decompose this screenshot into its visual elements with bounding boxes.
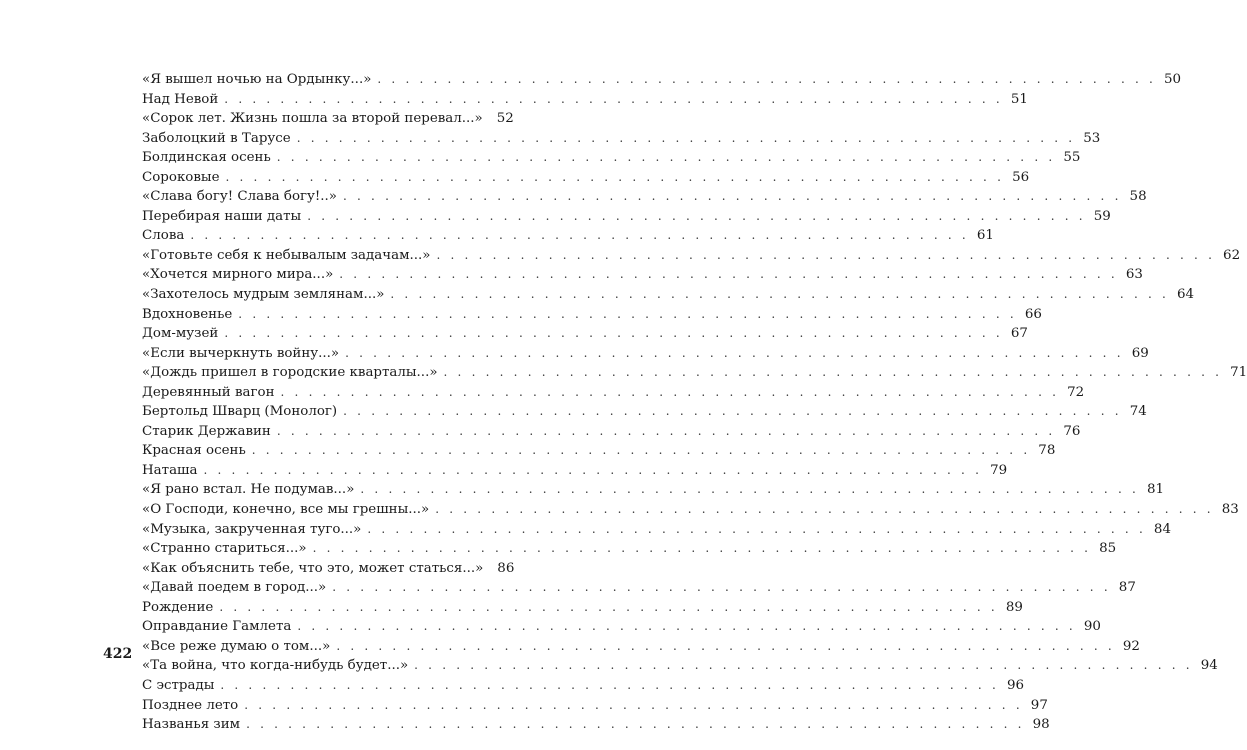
toc-entry-page: 90 [1083,619,1101,635]
toc-entry-page: 78 [1038,443,1056,459]
toc-entry-page: 71 [1230,365,1247,381]
toc-dot-leader: . . . . . . . . . . . . . . . . . . . . . . . . . . . . . . . . . . . . . . . . . . . . . . . . . . . . . . . . [377,72,1157,86]
toc-entry-title: «Дождь пришел в городские кварталы...» [142,365,438,381]
toc-entry-page: 61 [976,228,994,244]
toc-entry-title: Бертольд Шварц (Монолог) [142,404,338,420]
toc-dot-leader: . . . . . . . . . . . . . . . . . . . . . . . . . . . . . . . . . . . . . . . . . . . . . . . . . . . . . . . . [414,658,1193,673]
toc-entry-title: Красная осень [142,443,246,459]
toc-entry [142,305,1042,325]
toc-entry [142,578,1136,598]
toc-entry [142,70,1182,90]
toc-entry-title: Оправдание Гамлета [142,619,292,635]
toc-entry [142,520,1171,540]
toc-dot-leader: . . . . . . . . . . . . . . . . . . . . . . . . . . . . . . . . . . . . . . . . . . . . . . . . . . . . . . . . [307,208,1086,223]
toc-entry-title: Старик Державин [142,423,271,439]
toc-entry [142,265,1143,285]
toc-dot-leader: . . . . . . . . . . . . . . . . . . . . . . . . . . . . . . . . . . . . . . . . . . . . . . . . . . . . . . . . [367,521,1146,536]
toc-entry-page: 69 [1131,345,1149,361]
toc-entry-title: Названья зим [142,717,241,733]
toc-dot-leader: . . . . . . . . . . . . . . . . . . . . . . . . . . . . . . . . . . . . . . . . . . . . . . . . . . . . . . . . [345,345,1124,360]
toc-entry-page: 89 [1005,599,1023,615]
toc-entry-page: 67 [1010,326,1028,342]
toc-entry [142,676,1024,696]
toc-dot-leader: . . . . . . . . . . . . . . . . . . . . . . . . . . . . . . . . . . . . . . . . . . . . . . . . . . . . . . . . [339,267,1118,282]
toc-entry-title: Рождение [142,599,214,615]
toc-entry-title: С эстрады [142,677,215,693]
toc-entry [142,539,1117,559]
toc-entry-title: Над Невой [142,91,219,107]
toc-dot-leader: . . . . . . . . . . . . . . . . . . . . . . . . . . . . . . . . . . . . . . . . . . . . . . . . . . . . . . . . [296,130,1076,145]
toc-entry-page: 97 [1030,697,1048,713]
toc-entry [142,383,1085,403]
toc-entry-page: 62 [1223,247,1241,263]
toc-dot-leader: . . . . . . . . . . . . . . . . . . . . . . . . . . . . . . . . . . . . . . . . . . . . . . . . . . . . . . . . [224,326,1003,341]
toc-dot-leader: . . . . . . . . . . . . . . . . . . . . . . . . . . . . . . . . . . . . . . . . . . . . . . . . . . . . . . . . [190,228,969,243]
toc-entry-page: 56 [1012,169,1030,185]
toc-entry [142,109,514,129]
toc-entry-title: Болдинская осень [142,150,271,166]
toc-entry [142,480,1164,500]
toc-entry-title: «Хочется мирного мира...» [142,267,334,283]
toc-entry-title: Слова [142,228,185,244]
toc-entry-page: 50 [1163,72,1182,87]
toc-entry-page: 63 [1125,267,1143,283]
toc-entry [142,246,1241,266]
toc-entry-page: 98 [1032,717,1050,733]
toc-entry [142,402,1147,422]
toc-entry-title: «Музыка, закрученная туго...» [142,521,362,537]
toc-entry-title: «Я вышел ночью на Ордынку...» [142,72,372,87]
toc-entry-title: Позднее лето [142,697,239,713]
toc-entry [142,715,1050,735]
toc-entry [142,129,1101,149]
toc-entry [142,363,1247,383]
toc-entry [142,422,1081,442]
toc-dot-leader: . . . . . . . . . . . . . . . . . . . . . . . . . . . . . . . . . . . . . . . . . . . . . . . . . . . . . . . . [219,599,998,614]
toc-entry-page: 55 [1063,150,1081,166]
toc-dot-leader: . . . . . . . . . . . . . . . . . . . . . . . . . . . . . . . . . . . . . . . . . . . . . . . . . . . . . . . . [251,443,1031,458]
toc-entry-page: 92 [1122,638,1140,654]
toc-dot-leader: . . . . . . . . . . . . . . . . . . . . . . . . . . . . . . . . . . . . . . . . . . . . . . . . . . . . . . . . [225,169,1005,184]
toc-dot-leader: . . . . . . . . . . . . . . . . . . . . . . . . . . . . . . . . . . . . . . . . . . . . . . . . . . . . . . . . [297,619,1076,634]
toc-entry-page: 58 [1129,189,1147,205]
toc-dot-leader: . . . . . . . . . . . . . . . . . . . . . . . . . . . . . . . . . . . . . . . . . . . . . . . . . . . . . . . . [336,638,1115,653]
toc-entry-title: «Как объяснить тебе, что это, может статься...» [142,560,484,576]
toc-dot-leader: . . . . . . . . . . . . . . . . . . . . . . . . . . . . . . . . . . . . . . . . . . . . . . . . . . . . . . . . [435,502,1214,517]
toc-entry-title: Заболоцкий в Тарусе [142,130,291,146]
page-number: 422 [103,646,133,662]
toc-dot-leader: . . . . . . . . . . . . . . . . . . . . . . . . . . . . . . . . . . . . . . . . . . . . . . . . . . . . . . . . [238,306,1017,321]
toc-entry-page: 94 [1200,658,1218,674]
toc-entry-title: Перебирая наши даты [142,208,302,224]
toc-entry-title: «О Господи, конечно, все мы грешны...» [142,502,430,518]
toc-entry [142,617,1101,637]
table-of-contents [142,70,1247,735]
toc-entry [142,148,1081,168]
toc-dot-leader: . . . . . . . . . . . . . . . . . . . . . . . . . . . . . . . . . . . . . . . . . . . . . . . . . . . . . . . . [332,580,1111,595]
toc-entry-title: Вдохновенье [142,306,233,322]
toc-entry-page: 53 [1083,130,1101,146]
toc-dot-leader: . . . . . . . . . . . . . . . . . . . . . . . . . . . . . . . . . . . . . . . . . . . . . . . . . . . . . . . . [244,697,1023,712]
toc-entry [142,441,1056,461]
toc-entry-title: «Слава богу! Слава богу!..» [142,189,337,205]
toc-entry-title: «Я рано встал. Не подумав...» [142,482,355,498]
toc-dot-leader: . . . . . . . . . . . . . . . . . . . . . . . . . . . . . . . . . . . . . . . . . . . . . . . . . . . . . . . . [276,423,1056,438]
toc-dot-leader: . . . . . . . . . . . . . . . . . . . . . . . . . . . . . . . . . . . . . . . . . . . . . . . . . . . . . . . . [280,384,1060,399]
toc-entry-title: Деревянный вагон [142,384,275,400]
toc-entry-title: Наташа [142,462,198,478]
toc-dot-leader: . . . . . . . . . . . . . . . . . . . . . . . . . . . . . . . . . . . . . . . . . . . . . . . . . . . . . . . . [276,150,1056,165]
toc-entry [142,324,1028,344]
toc-entry [142,187,1147,207]
toc-dot-leader: . . . . . . . . . . . . . . . . . . . . . . . . . . . . . . . . . . . . . . . . . . . . . . . . . . . . . . . . [220,677,999,692]
toc-entry-title: Сороковые [142,169,220,185]
toc-entry-page: 81 [1146,482,1164,498]
toc-entry-title: «Сорок лет. Жизнь пошла за второй перевал...» [142,111,483,127]
toc-entry-page: 76 [1063,423,1081,439]
toc-entry-page: 96 [1006,677,1024,693]
toc-entry-page: 72 [1067,384,1085,400]
toc-entry [142,598,1023,618]
toc-entry [142,500,1239,520]
toc-entry-title: «Захотелось мудрым землянам...» [142,287,385,303]
toc-entry [142,656,1218,676]
toc-dot-leader: . . . . . . . . . . . . . . . . . . . . . . . . . . . . . . . . . . . . . . . . . . . . . . . . . . . . . . . . [436,247,1216,262]
toc-entry [142,168,1030,188]
toc-dot-leader: . . . . . . . . . . . . . . . . . . . . . . . . . . . . . . . . . . . . . . . . . . . . . . . . . . . . . . . . [342,189,1122,204]
toc-entry-title: «Та война, что когда-нибудь будет...» [142,658,409,674]
toc-dot-leader: . . . . . . . . . . . . . . . . . . . . . . . . . . . . . . . . . . . . . . . . . . . . . . . . . . . . . . . . [390,287,1170,302]
toc-entry-page: 59 [1093,208,1111,224]
toc-dot-leader: . . . . . . . . . . . . . . . . . . . . . . . . . . . . . . . . . . . . . . . . . . . . . . . . . . . . . . . . [246,717,1025,732]
toc-entry-page: 83 [1221,502,1239,518]
toc-entry [142,637,1140,657]
toc-entry-page: 52 [496,111,514,127]
toc-entry-page: 66 [1024,306,1042,322]
toc-entry-page: 85 [1099,541,1117,557]
toc-entry-title: «Все реже думаю о том...» [142,638,331,654]
toc-entry-title: Дом-музей [142,326,219,342]
toc-entry [142,90,1028,110]
toc-entry-page: 86 [497,560,515,576]
toc-entry-page: 51 [1010,91,1028,107]
toc-dot-leader: . . . . . . . . . . . . . . . . . . . . . . . . . . . . . . . . . . . . . . . . . . . . . . . . . . . . . . . . [203,462,983,477]
toc-dot-leader: . . . . . . . . . . . . . . . . . . . . . . . . . . . . . . . . . . . . . . . . . . . . . . . . . . . . . . . . [443,365,1223,380]
toc-entry-page: 79 [990,462,1008,478]
toc-entry-title: «Готовьте себя к небывалым задачам...» [142,247,431,263]
toc-entry-page: 87 [1118,580,1136,596]
toc-entry-title: «Если вычеркнуть войну...» [142,345,340,361]
toc-entry [142,207,1111,227]
toc-entry [142,344,1149,364]
toc-dot-leader: . . . . . . . . . . . . . . . . . . . . . . . . . . . . . . . . . . . . . . . . . . . . . . . . . . . . . . . . [224,91,1003,106]
toc-entry-page: 84 [1153,521,1171,537]
toc-dot-leader: . . . . . . . . . . . . . . . . . . . . . . . . . . . . . . . . . . . . . . . . . . . . . . . . . . . . . . . . [312,541,1092,556]
toc-entry-title: «Странно стариться...» [142,541,307,557]
toc-entry [142,559,515,579]
toc-entry [142,461,1008,481]
toc-entry [142,696,1048,716]
toc-dot-leader: . . . . . . . . . . . . . . . . . . . . . . . . . . . . . . . . . . . . . . . . . . . . . . . . . . . . . . . . [360,482,1139,497]
toc-dot-leader: . . . . . . . . . . . . . . . . . . . . . . . . . . . . . . . . . . . . . . . . . . . . . . . . . . . . . . . . [343,404,1122,419]
toc-entry-title: «Давай поедем в город...» [142,580,327,596]
toc-entry-page: 74 [1129,404,1147,420]
toc-entry-page: 64 [1176,287,1195,303]
toc-entry [142,285,1195,305]
toc-entry [142,226,994,246]
